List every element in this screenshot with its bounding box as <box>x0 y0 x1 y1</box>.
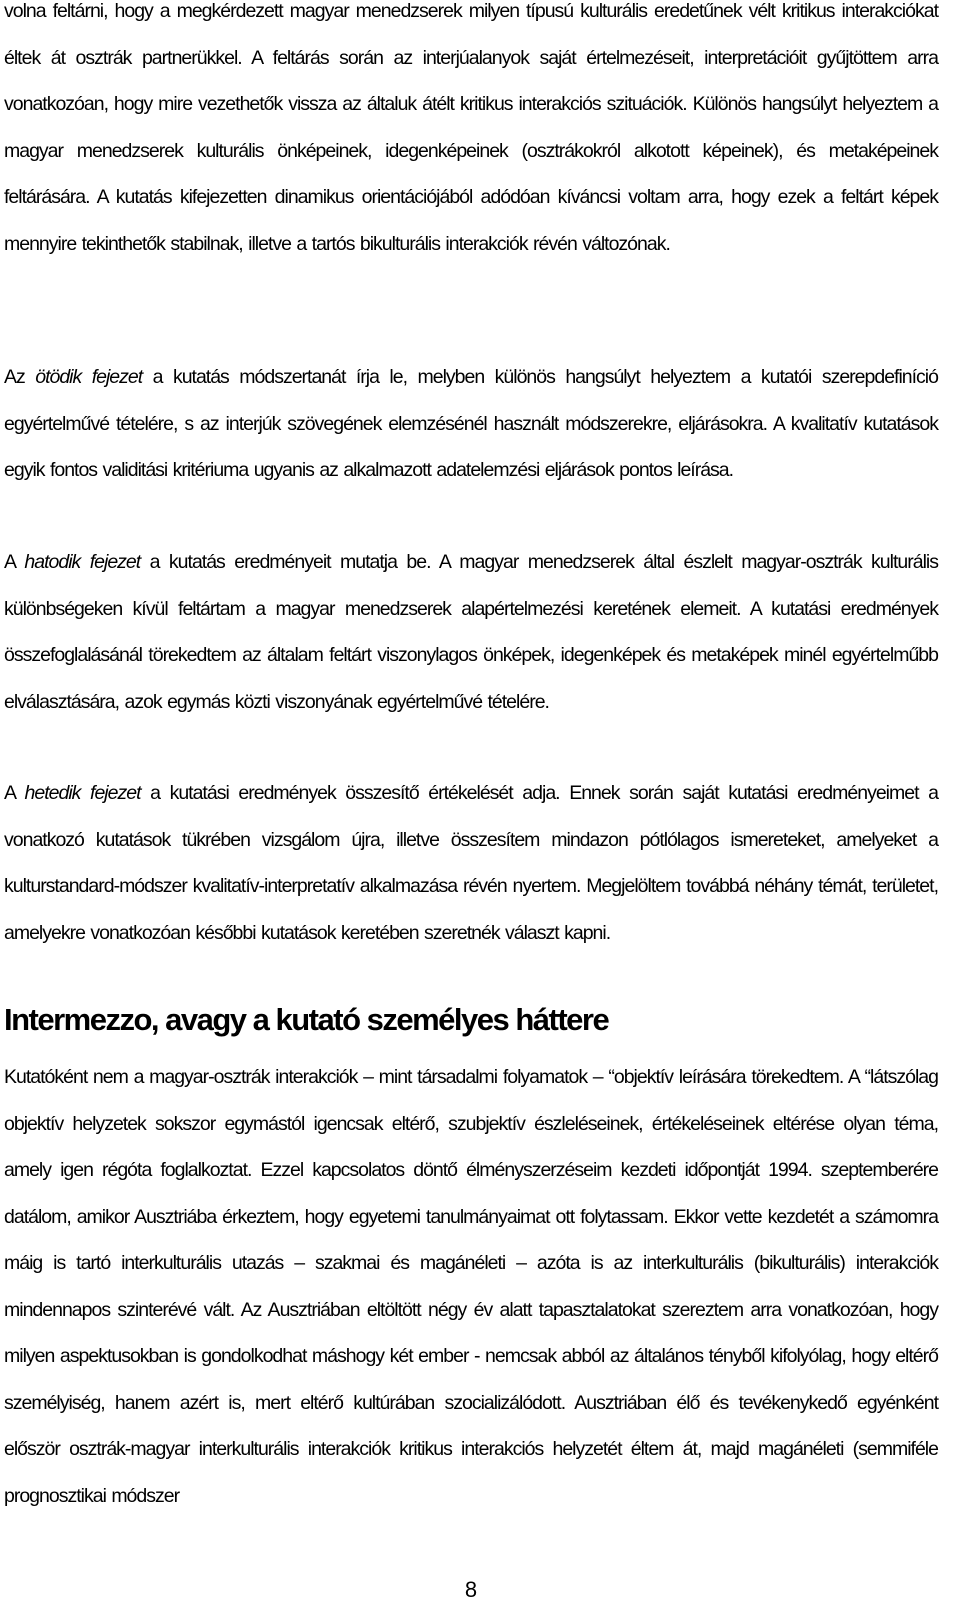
chapter-seven-emphasis: hetedik fejezet <box>24 782 141 804</box>
document-page <box>4 0 938 1607</box>
page-number: 8 <box>464 1577 478 1602</box>
chapter-five-emphasis: ötödik fejezet <box>35 366 143 388</box>
paragraph-chapter-six-lead: A <box>4 551 25 573</box>
paragraph-chapter-seven-lead: A <box>4 782 25 804</box>
paragraph-chapter-five <box>4 354 938 494</box>
paragraph-research-goals: volna feltárni, hogy a megkérdezett magyar menedzserek milyen típusú kulturális eredetűnek vélt kritikus interakciókat éltek át osztrák partnerükkel. A feltárás során az interjúalanyok saját értelmezéseit, interpretációit gyűjtöttem arra vonatkozóan, hogy mire vezethetők vissza az általuk átélt kritikus interakciós szituációk. Különös hangsúlyt helyeztem a magyar menedzserek kulturális önképeinek, idegenképeinek (osztrákokról alkotott képeinek), és metaképeinek feltárására. A kutatás kifejezetten dinamikus orientációjából adódóan kíváncsi voltam arra, hogy ezek a feltárt képek mennyire tekinthetők stabilnak, illetve a tartós bikulturális interakciók révén változónak. <box>4 0 938 255</box>
paragraph-chapter-six-body: a kutatás eredményeit mutatja be. A magyar menedzserek által észlelt magyar-osztrák kulturális különbségeken kívül feltártam a magyar menedzserek alapértelmezési keretének elemeit. A kutatási eredmények összefoglalásánál törekedtem az általam feltárt viszonylagos önképek, idegenképek és metaképek minél egyértelműbb elválasztására, azok egymás közti viszonyának egyértelművé tételére. <box>4 551 938 713</box>
paragraph-chapter-seven-body: a kutatási eredmények összesítő értékelését adja. Ennek során saját kutatási eredményeimet a vonatkozó kutatások tükrében vizsgálom újra, illetve összesítem mindazon pótlólagos ismereteket, amelyeket a kulturstandard-módszer kvalitatív-interpretatív alkalmazása révén nyertem. Megjelöltem továbbá néhány témát, területet, amelyekre vonatkozóan későbbi kutatások keretében szeretnék választ kapni. <box>4 782 938 944</box>
paragraph-chapter-five-lead: Az <box>4 366 36 388</box>
paragraph-chapter-five-body: a kutatás módszertanát írja le, melyben különös hangsúlyt helyeztem a kutatói szerepdefiníció egyértelművé tételére, s az interjúk szövegének elemzésénél használt módszerekre, eljárásokra. A kvalitatív kutatások egyik fontos validitási kritériuma ugyanis az alkalmazott adatelemzési eljárások pontos leírása. <box>4 366 938 481</box>
paragraph-chapter-seven <box>4 770 938 956</box>
chapter-six-emphasis: hatodik fejezet <box>24 551 141 573</box>
section-heading: Intermezzo, avagy a kutató személyes háttere <box>4 1002 609 1037</box>
paragraph-intermezzo: Kutatóként nem a magyar-osztrák interakciók – mint társadalmi folyamatok – “objektív leírására törekedtem. A “látszólag objektív helyzetek sokszor egymástól igencsak eltérő, szubjektív észleléseinek, értékeléseinek eltérése olyan téma, amely igen régóta foglalkoztat. Ezzel kapcsolatos döntő élményszerzéseim kezdeti időpontját 1994. szeptemberére datálom, amikor Ausztriába érkeztem, hogy egyetemi tanulmányaimat ott folytassam. Ekkor vette kezdetét a számomra máig is tartó interkulturális utazás – szakmai és magánéleti – azóta is az interkulturális (bikulturális) interakciók mindennapos szinterévé vált. Az Ausztriában eltöltött négy év alatt tapasztalatokat szereztem arra vonatkozóan, hogy milyen aspektusokban is gondolkodhat máshogy két ember - nemcsak abból az általános tényből kifolyólag, hogy eltérő személyiség, hanem azért is, mert eltérő kultúrában szocializálódott. Ausztriában élő és tevékenykedő egyénként először osztrák-magyar interkulturális interakciók kritikus interakciós helyzetét éltem át, majd magánéleti (semmiféle prognosztikai módszer <box>4 1066 938 1507</box>
paragraph-chapter-six <box>4 539 938 725</box>
